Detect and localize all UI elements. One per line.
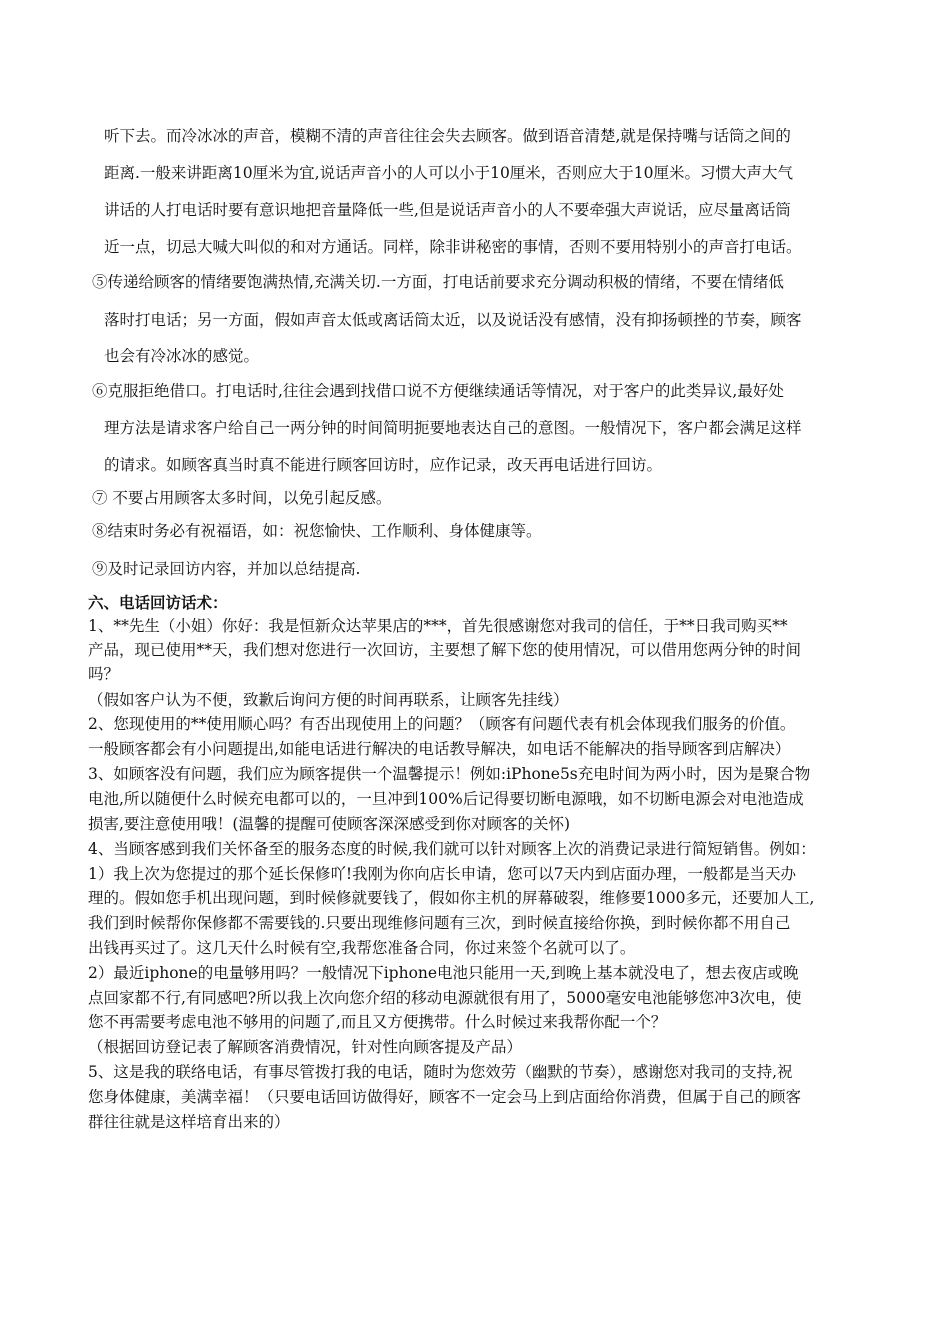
paragraph-line: 近一点，切忌大喊大叫似的和对方通话。同样，除非讲秘密的事情，否则不要用特别小的声音打电话。 <box>104 238 802 256</box>
script-line: 3、如顾客没有问题，我们应为顾客提供一个温馨提示！例如:iPhone5s充电时间为两小时，因为是聚合物 <box>88 765 811 783</box>
list-item-5: ⑤传递给顾客的情绪要饱满热情,充满关切.一方面，打电话前要求充分调动积极的情绪，不要在情绪低 <box>92 273 784 291</box>
script-line: 1）我上次为您提过的那个延长保修吖!我刚为你向店长申请，您可以7天内到店面办理，一般都是当天办 <box>88 865 796 883</box>
script-line: 点回家都不行,有同感吧?所以我上次向您介绍的移动电源就很有用了，5000毫安电池能够您冲3次电，使 <box>88 989 802 1007</box>
script-line: 您身体健康，美满幸福！（只要电话回访做得好，顾客不一定会马上到店面给你消费，但属于自己的顾客 <box>88 1088 802 1106</box>
script-line: （根据回访登记表了解顾客消费情况，针对性向顾客提及产品） <box>88 1038 523 1056</box>
list-item-6-continuation: 的请求。如顾客真当时真不能进行顾客回访时，应作记录，改天再电话进行回访。 <box>104 456 663 474</box>
paragraph-line: 讲话的人打电话时要有意识地把音量降低一些,但是说话声音小的人不要牵强大声说话，应尽量离话筒 <box>104 201 791 219</box>
script-line: 群往往就是这样培育出来的） <box>88 1113 290 1131</box>
script-line: 吗？ <box>88 665 120 683</box>
script-line: 出钱再买过了。这几天什么时候有空,我帮您准备合同，你过来签个名就可以了。 <box>88 939 636 957</box>
list-item-5-continuation: 也会有冷冰冰的感觉。 <box>104 347 260 365</box>
script-line: 1、**先生（小姐）你好：我是恒新众达苹果店的***，首先很感谢您对我司的信任，于**日我司购买** <box>88 617 788 635</box>
script-line: 我们到时候帮你保修都不需要钱的.只要出现维修问题有三次，到时候直接给你换，到时候你都不用自己 <box>88 914 791 932</box>
script-line: 您不再需要考虑电池不够用的问题了,而且又方便携带。什么时候过来我帮你配一个？ <box>88 1013 667 1031</box>
list-item-5-continuation: 落时打电话；另一方面，假如声音太低或离话筒太近，以及说话没有感情，没有抑扬顿挫的节奏，顾客 <box>104 311 802 329</box>
section-heading: 六、电话回访话术： <box>88 594 228 612</box>
script-line: 5、这是我的联络电话，有事尽管拨打我的电话，随时为您效劳（幽默的节奏），感谢您对我司的支持,祝 <box>88 1063 793 1081</box>
paragraph-line: 听下去。而冷冰冰的声音，模糊不清的声音往往会失去顾客。做到语音清楚,就是保持嘴与话筒之间的 <box>104 127 791 145</box>
script-line: 2、您现使用的**使用顺心吗？有否出现使用上的问题？（顾客有问题代表有机会体现我们服务的价值。 <box>88 715 796 733</box>
list-item-9: ⑨及时记录回访内容，并加以总结提高. <box>92 560 361 578</box>
list-item-7: ⑦ 不要占用顾客太多时间，以免引起反感。 <box>92 489 392 507</box>
list-item-6-continuation: 理方法是请求客户给自己一两分钟的时间简明扼要地表达自己的意图。一般情况下，客户都会满足这样 <box>104 419 802 437</box>
list-item-8: ⑧结束时务必有祝福语，如：祝您愉快、工作顺利、身体健康等。 <box>92 522 542 540</box>
script-line: （假如客户认为不便，致歉后询问方便的时间再联系，让顾客先挂线） <box>88 691 569 709</box>
script-line: 损害,要注意使用哦！(温馨的提醒可使顾客深深感受到你对顾客的关怀) <box>88 815 571 833</box>
script-line: 电池,所以随便什么时候充电都可以的，一旦冲到100%后记得要切断电源哦，如不切断电源会对电池造成 <box>88 790 804 808</box>
script-line: 4、当顾客感到我们关怀备至的服务态度的时候,我们就可以针对顾客上次的消费记录进行简短销售。例如： <box>88 840 816 858</box>
script-line: 产品，现已使用**天，我们想对您进行一次回访，主要想了解下您的使用情况，可以借用您两分钟的时间 <box>88 641 802 659</box>
paragraph-line: 距离.一般来讲距离10厘米为宜,说话声音小的人可以小于10厘米，否则应大于10厘米。习惯大声大气 <box>104 164 794 182</box>
script-line: 一般顾客都会有小问题提出,如能电话进行解决的电话教导解决，如电话不能解决的指导顾客到店解决） <box>88 740 791 758</box>
list-item-6: ⑥克服拒绝借口。打电话时,往往会遇到找借口说不方便继续通话等情况，对于客户的此类异议,最好处 <box>92 382 784 400</box>
script-line: 2）最近iphone的电量够用吗？一般情况下iphone电池只能用一天,到晚上基本就没电了，想去夜店或晚 <box>88 964 799 982</box>
script-line: 理的。假如您手机出现问题，到时候修就要钱了，假如你主机的屏幕破裂，维修要1000多元，还要加人工, <box>88 889 815 907</box>
